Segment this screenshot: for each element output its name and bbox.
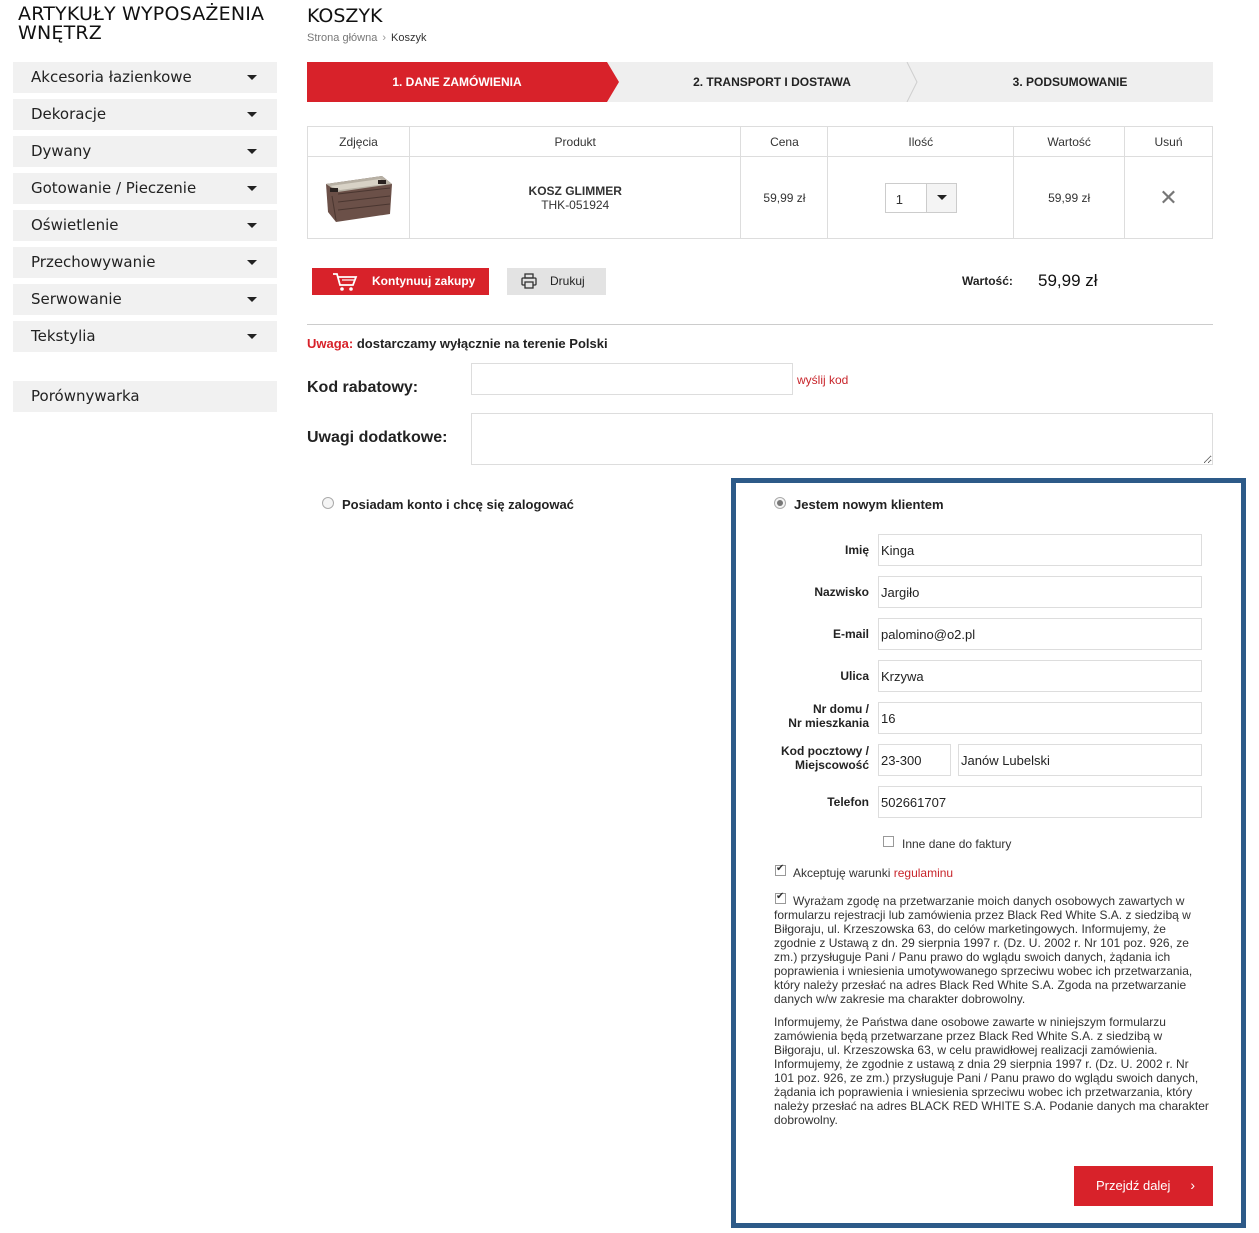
accept-terms-checkbox[interactable] bbox=[775, 865, 786, 876]
caret-down-icon bbox=[247, 334, 257, 339]
breadcrumb-home[interactable]: Strona główna bbox=[307, 32, 378, 44]
house-number-label-line1: Nr domu / bbox=[813, 702, 869, 716]
cart-icon bbox=[332, 272, 358, 292]
category-item-serwowanie[interactable] bbox=[13, 284, 277, 315]
step-active-arrow bbox=[607, 62, 619, 102]
notice-text: dostarczamy wyłącznie na terenie Polski bbox=[353, 336, 608, 351]
last-name-label: Nazwisko bbox=[814, 585, 869, 599]
category-item-oswietlenie[interactable] bbox=[13, 210, 277, 241]
last-name-field[interactable] bbox=[878, 576, 1202, 608]
category-item-dekoracje[interactable] bbox=[13, 99, 277, 130]
basket-image[interactable] bbox=[320, 166, 396, 226]
continue-shopping-label: Kontynuuj zakupy bbox=[372, 274, 476, 288]
postal-label-line2: Miejscowość bbox=[794, 758, 869, 772]
terms-link[interactable]: regulaminu bbox=[893, 866, 954, 880]
category-label: Dywany bbox=[31, 142, 92, 160]
category-item-tekstylia[interactable] bbox=[13, 321, 277, 352]
accept-terms-text bbox=[793, 866, 953, 880]
delivery-notice bbox=[307, 336, 608, 351]
postal-code-field[interactable] bbox=[878, 744, 951, 776]
step-transport: 2. TRANSPORT I DOSTAWA bbox=[693, 75, 851, 89]
compare-label: Porównywarka bbox=[31, 387, 140, 405]
print-label: Drukuj bbox=[550, 274, 585, 288]
caret-down-icon bbox=[247, 149, 257, 154]
notice-warning: Uwaga: bbox=[307, 336, 354, 351]
caret-down-icon bbox=[247, 260, 257, 265]
notes-textarea[interactable] bbox=[471, 413, 1213, 465]
col-image: Zdjęcia bbox=[308, 127, 410, 157]
value-cell: 59,99 zł bbox=[1014, 157, 1125, 239]
sidebar-title: ARTYKUŁY WYPOSAŻENIA WNĘTRZ bbox=[18, 3, 265, 44]
category-label: Tekstylia bbox=[31, 327, 96, 345]
first-name-field[interactable] bbox=[878, 534, 1202, 566]
quantity-select[interactable] bbox=[885, 183, 957, 213]
data-info-text: Informujemy, że Państwa dane osobowe zawarte w niniejszym formularzu zamówienia będą przetwarzane przez Black Red White S.A. z siedzibą w Biłgoraju, ul. Krzeszowska 63, w celu prawidłowej realizacji zamówienia. Informujemy, że zgodnie z ustawą z dnia 29 sierpnia 1997 r. (Dz. U. 2002 r. Nr 101 poz. 926, ze zm.) przysługuje Pani / Panu prawo do wglądu swoich danych, żądania ich poprawienia i wniesienia sprzeciwu wobec ich przetwarzania, który należy przesłać na adres BLACK RED WHITE S.A. Podanie danych ma charakter dobrowolny. bbox=[774, 1015, 1209, 1127]
chevron-right-icon: › bbox=[1190, 1177, 1195, 1193]
category-item-gotowanie[interactable] bbox=[13, 173, 277, 204]
product-name[interactable]: KOSZ GLIMMER bbox=[528, 183, 622, 198]
product-cell bbox=[409, 157, 741, 239]
table-row bbox=[308, 157, 1213, 239]
total-value: 59,99 zł bbox=[1038, 271, 1098, 290]
print-button[interactable] bbox=[507, 268, 606, 295]
house-number-field[interactable] bbox=[878, 702, 1202, 734]
step-order-data: 1. DANE ZAMÓWIENIA bbox=[307, 62, 607, 102]
proceed-button[interactable] bbox=[1074, 1166, 1213, 1206]
email-label: E-mail bbox=[832, 627, 869, 641]
city-field[interactable] bbox=[958, 744, 1202, 776]
category-list bbox=[13, 62, 277, 358]
breadcrumb bbox=[307, 32, 426, 44]
page-title: KOSZYK bbox=[307, 5, 383, 27]
cart-header-row bbox=[308, 127, 1213, 157]
category-label: Gotowanie / Pieczenie bbox=[31, 179, 197, 197]
col-value: Wartość bbox=[1014, 127, 1125, 157]
step-summary: 3. PODSUMOWANIE bbox=[1012, 75, 1128, 89]
price-cell: 59,99 zł bbox=[741, 157, 828, 239]
printer-icon bbox=[521, 273, 537, 289]
breadcrumb-current: Koszyk bbox=[391, 32, 427, 44]
breadcrumb-separator: › bbox=[382, 32, 386, 44]
col-price: Cena bbox=[741, 127, 828, 157]
other-invoice-checkbox[interactable] bbox=[883, 836, 894, 847]
divider bbox=[307, 324, 1213, 325]
street-field[interactable] bbox=[878, 660, 1202, 692]
caret-down-icon bbox=[247, 186, 257, 191]
discount-label: Kod rabatowy: bbox=[307, 379, 419, 396]
notes-label: Uwagi dodatkowe: bbox=[307, 429, 448, 446]
continue-shopping-button[interactable] bbox=[312, 268, 489, 295]
category-item-dywany[interactable] bbox=[13, 136, 277, 167]
house-number-label-line2: Nr mieszkania bbox=[788, 716, 869, 730]
category-label: Akcesoria łazienkowe bbox=[31, 68, 192, 86]
remove-cell bbox=[1125, 157, 1213, 239]
caret-down-icon bbox=[937, 195, 947, 200]
col-qty: Ilość bbox=[828, 127, 1014, 157]
login-option-label[interactable]: Posiadam konto i chcę się zalogować bbox=[342, 497, 574, 512]
postal-city-label bbox=[740, 744, 869, 772]
compare-link[interactable] bbox=[13, 381, 277, 412]
phone-field[interactable] bbox=[878, 786, 1202, 818]
quantity-value: 1 bbox=[895, 191, 903, 207]
caret-down-icon bbox=[247, 112, 257, 117]
category-item-akcesoria[interactable] bbox=[13, 62, 277, 93]
new-client-radio[interactable] bbox=[774, 497, 786, 509]
category-label: Serwowanie bbox=[31, 290, 122, 308]
product-code: THK-051924 bbox=[541, 197, 610, 212]
postal-label-line1: Kod pocztowy / bbox=[781, 744, 869, 758]
street-label: Ulica bbox=[840, 669, 869, 683]
close-icon[interactable]: ✕ bbox=[1159, 184, 1178, 210]
new-client-label[interactable]: Jestem nowym klientem bbox=[794, 497, 944, 512]
qty-cell bbox=[828, 157, 1014, 239]
discount-code-input[interactable] bbox=[471, 363, 793, 395]
first-name-label: Imię bbox=[844, 543, 869, 557]
category-item-przechowywanie[interactable] bbox=[13, 247, 277, 278]
col-remove: Usuń bbox=[1125, 127, 1213, 157]
marketing-consent-text: Wyrażam zgodę na przetwarzanie moich danych osobowych zawartych w formularzu rejestracji lub zamówienia przez Black Red White S.A. z siedzibą w Biłgoraju, ul. Krzeszowska 63, do celów marketingowych. Informujemy, że zgodnie z Ustawą z dn. 29 sierpnia 1997 r. (Dz. U. 2002 r. Nr 101 poz. 926, ze zm.) przysługuje Pani / Panu prawo do wglądu swoich danych, żądania ich poprawienia i wniesienia umotywowanego sprzeciwu wobec ich przetwarzania, który należy przesłać na adres Black Red White S.A. Zgoda na przetwarzanie danych w/w zakresie ma charakter dobrowolny. bbox=[774, 894, 1193, 1006]
house-number-label bbox=[740, 702, 869, 730]
login-radio[interactable] bbox=[322, 497, 334, 509]
caret-down-icon bbox=[247, 75, 257, 80]
other-invoice-label: Inne dane do faktury bbox=[902, 837, 1012, 851]
send-code-link[interactable]: wyślij kod bbox=[797, 373, 849, 387]
checkout-steps bbox=[307, 62, 1213, 102]
caret-down-icon bbox=[247, 297, 257, 302]
cart-table bbox=[307, 126, 1213, 239]
total-label: Wartość: bbox=[962, 274, 1013, 288]
quantity-dropdown-button[interactable] bbox=[926, 184, 956, 212]
step-chevron-icon bbox=[905, 62, 919, 102]
category-label: Przechowywanie bbox=[31, 253, 156, 271]
caret-down-icon bbox=[247, 223, 257, 228]
accept-terms-prefix: Akceptuję warunki bbox=[793, 866, 894, 880]
category-label: Oświetlenie bbox=[31, 216, 119, 234]
phone-label: Telefon bbox=[827, 795, 869, 809]
category-label: Dekoracje bbox=[31, 105, 107, 123]
product-image-cell bbox=[308, 157, 410, 239]
email-field[interactable] bbox=[878, 618, 1202, 650]
proceed-label: Przejdź dalej bbox=[1096, 1178, 1171, 1193]
col-product: Produkt bbox=[409, 127, 741, 157]
